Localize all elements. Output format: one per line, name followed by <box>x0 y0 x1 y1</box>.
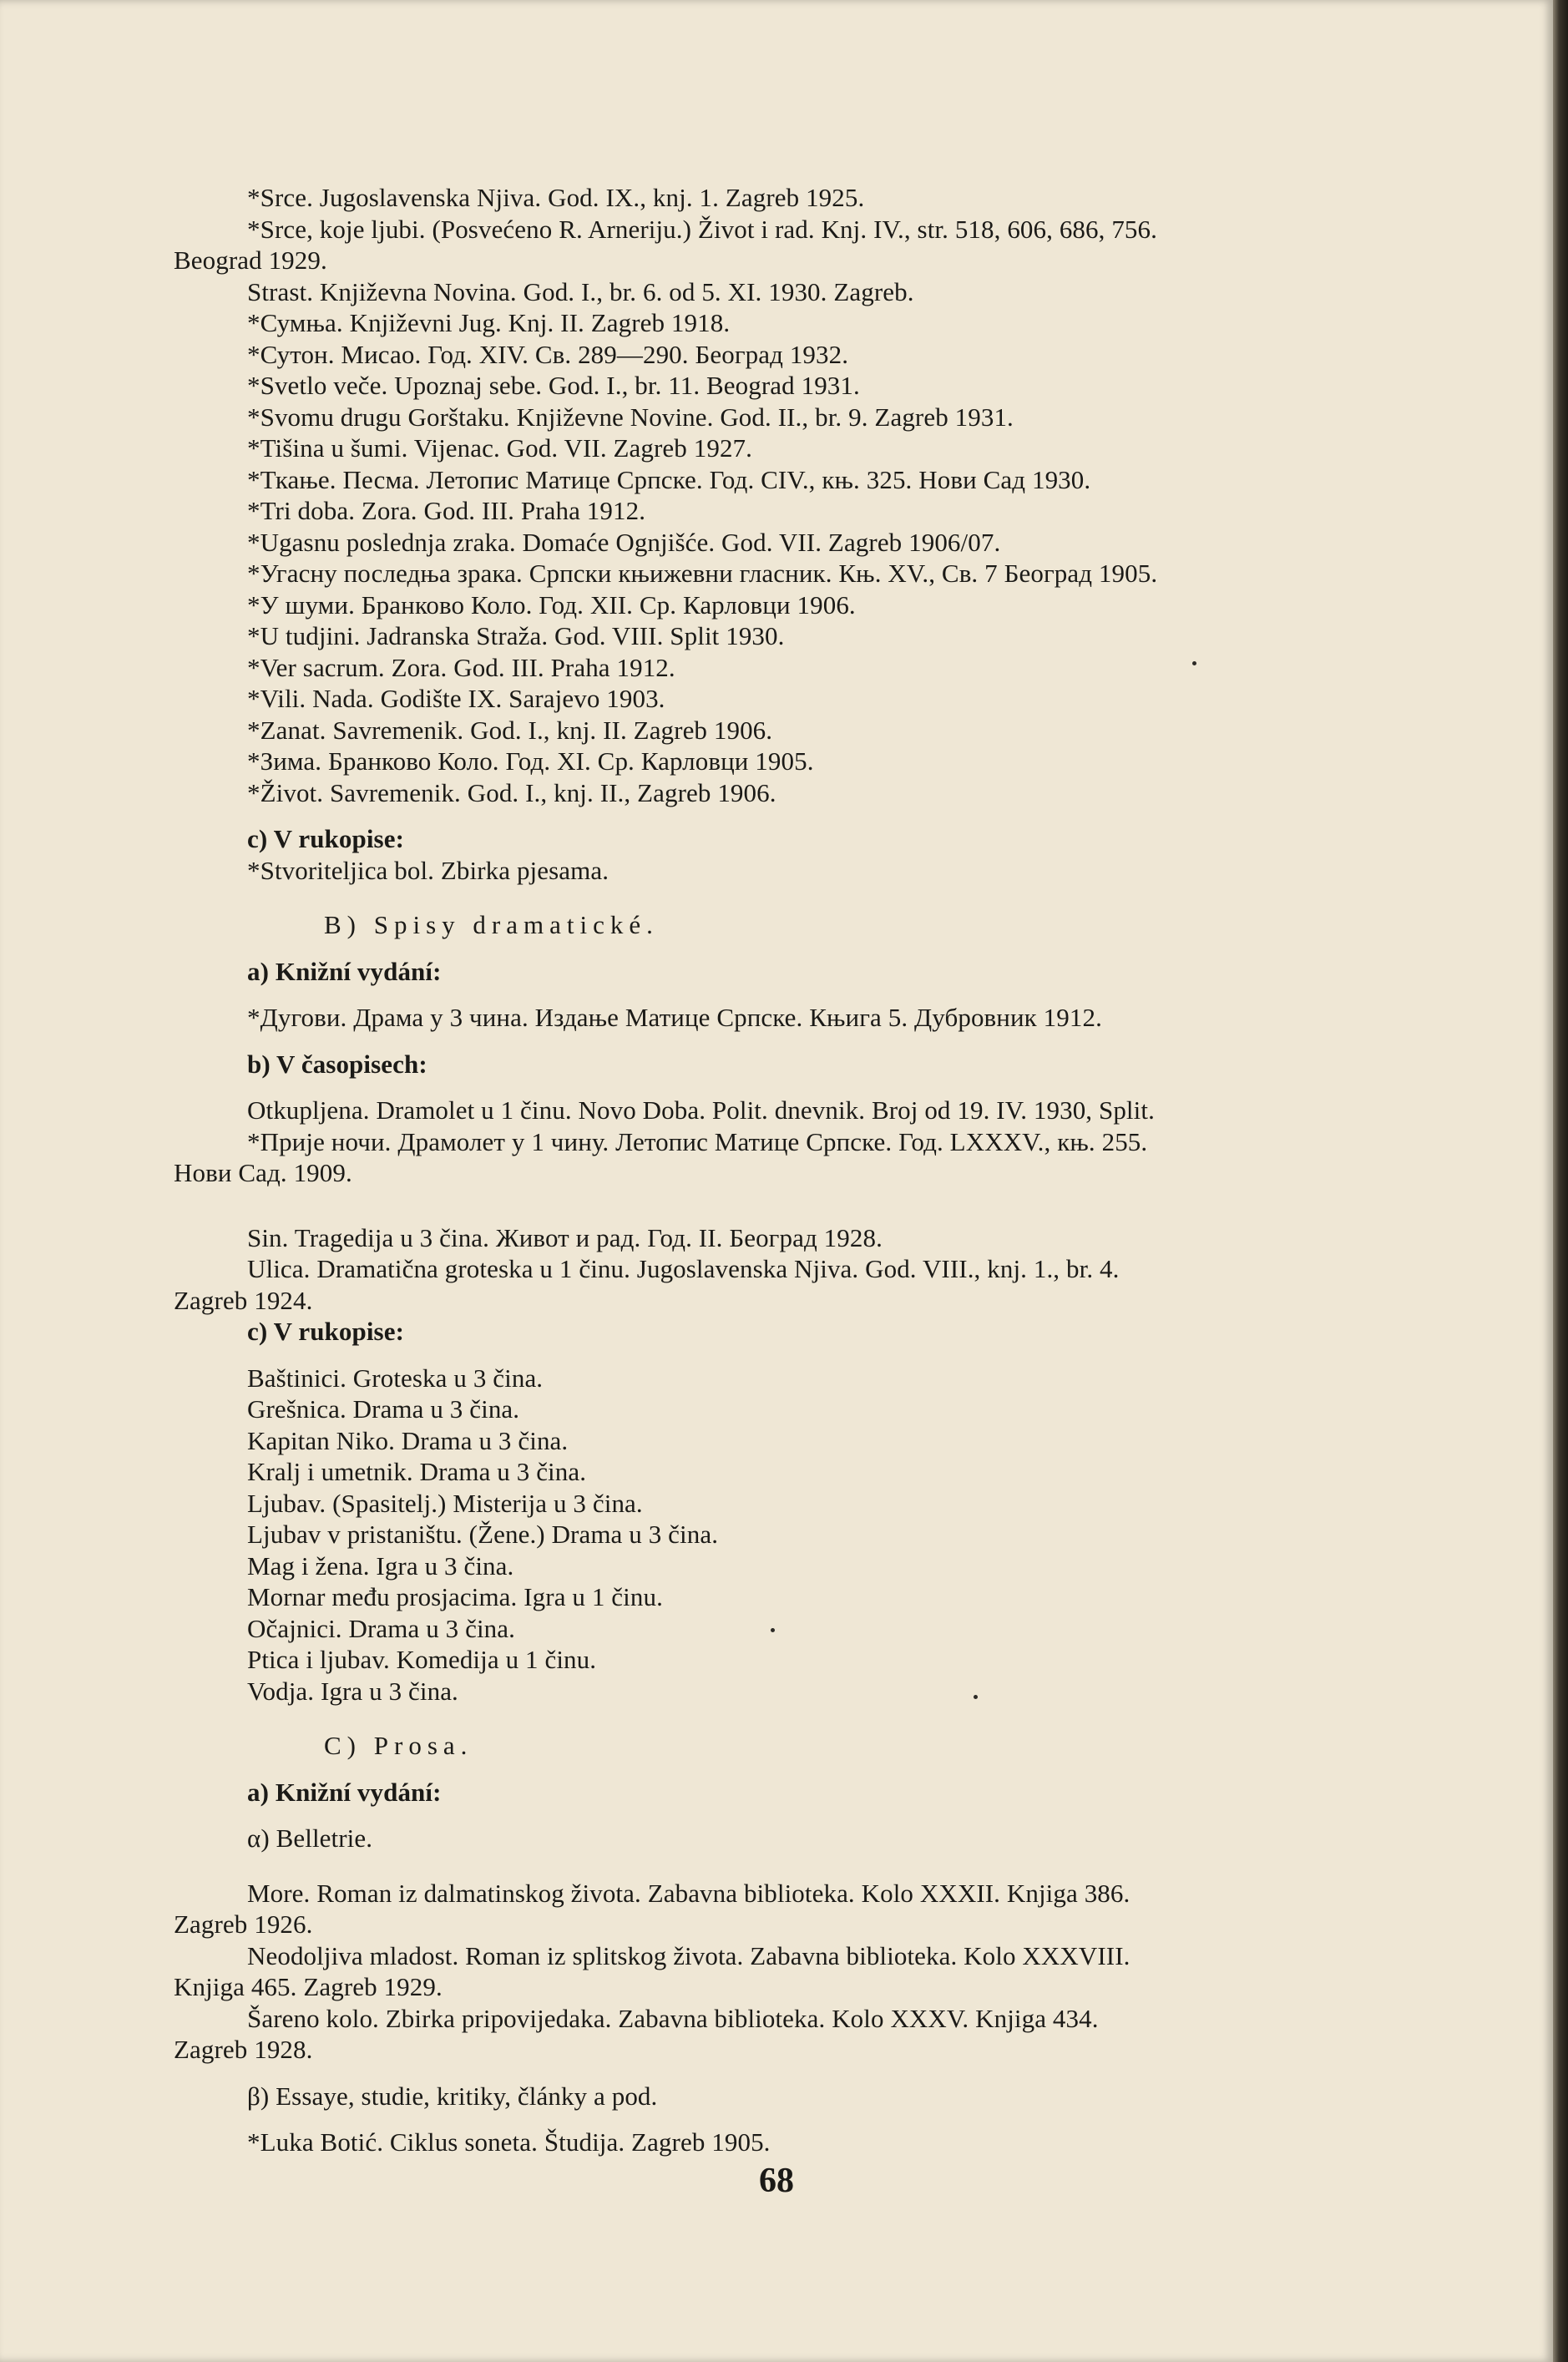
entry-line: *Сутон. Мисао. Год. XIV. Св. 289—290. Београд 1932. <box>247 339 849 369</box>
entry-line: Očajnici. Drama u 3 čina. <box>247 1613 515 1643</box>
entry-line: *Tišina u šumi. Vijenac. God. VII. Zagreb 1927. <box>247 433 752 463</box>
subsection-heading: c) V rukopise: <box>247 824 404 853</box>
entry-line: *Vili. Nada. Godište IX. Sarajevo 1903. <box>247 684 665 713</box>
subsection-heading: β) Essaye, studie, kritiky, články a pod. <box>247 2081 658 2111</box>
entry-continuation: Beograd 1929. <box>174 245 327 275</box>
subsection-heading: b) V časopisech: <box>247 1049 427 1079</box>
entry-line: More. Roman iz dalmatinskog života. Zabavna biblioteka. Kolo XXXII. Knjiga 386. <box>247 1878 1130 1908</box>
entry-line: *Ткање. Песма. Летопис Матице Српске. Год. CIV., књ. 325. Нови Сад 1930. <box>247 464 1091 494</box>
section-heading: C) Prosa. <box>324 1731 473 1760</box>
entry-line: *У шуми. Бранково Коло. Год. XII. Ср. Карловци 1906. <box>247 589 856 620</box>
subsection-heading: a) Knižní vydání: <box>247 1777 442 1807</box>
entry-line: *Угасну последња зрака. Српски књижевни гласник. Књ. XV., Св. 7 Београд 1905. <box>247 559 1158 588</box>
entry-line: Ljubav v pristaništu. (Žene.) Drama u 3 čina. <box>247 1520 719 1549</box>
entry-line: Kapitan Niko. Drama u 3 čina. <box>247 1425 569 1455</box>
entry-line: Strast. Književna Novina. God. I., br. 6. od 5. XI. 1930. Zagreb. <box>247 276 914 306</box>
entry-line: Baštinici. Groteska u 3 čina. <box>247 1363 544 1393</box>
entry-line: *U tudjini. Jadranska Straža. God. VIII. Split 1930. <box>247 621 785 650</box>
entry-line: *Сумња. Književni Jug. Knj. II. Zagreb 1918. <box>247 308 731 337</box>
entry-line: *Srce. Jugoslavenska Njiva. God. IX., knj. 1. Zagreb 1925. <box>247 183 865 212</box>
section-heading: B) Spisy dramatické. <box>324 910 659 939</box>
entry-line: Ljubav. (Spasitelj.) Misterija u 3 čina. <box>247 1488 643 1518</box>
entry-line: *Прије ночи. Драмолет у 1 чину. Летопис Матице Српске. Год. LXXXV., књ. 255. <box>247 1126 1148 1156</box>
print-speck <box>1192 661 1196 665</box>
entry-line: *Svetlo veče. Upoznaj sebe. God. I., br. 11. Beograd 1931. <box>247 371 860 400</box>
entry-line: *Život. Savremenik. God. I., knj. II., Zagreb 1906. <box>247 777 776 807</box>
page-number: 68 <box>759 2162 794 2200</box>
entry-line: *Ver sacrum. Zora. God. III. Praha 1912. <box>247 652 675 682</box>
print-speck <box>771 1628 775 1632</box>
entry-line: *Luka Botić. Ciklus soneta. Študija. Zagreb 1905. <box>247 2127 771 2157</box>
entry-line: Neodoljiva mladost. Roman iz splitskog života. Zabavna biblioteka. Kolo XXXVIII. <box>247 1940 1130 1970</box>
subsection-heading: α) Belletrie. <box>247 1823 373 1853</box>
entry-line: *Stvoriteljica bol. Zbirka pjesama. <box>247 855 609 885</box>
entry-line: *Зима. Бранково Коло. Год. XI. Ср. Карловци 1905. <box>247 746 814 776</box>
entry-line: Šareno kolo. Zbirka pripovijedaka. Zabavna biblioteka. Kolo XXXV. Knjiga 434. <box>247 2003 1099 2033</box>
entry-continuation: Zagreb 1926. <box>174 1909 313 1939</box>
entry-line: Mag i žena. Igra u 3 čina. <box>247 1550 514 1581</box>
page-edge <box>1553 0 1568 2362</box>
entry-line: *Ugasnu poslednja zraka. Domaće Ognjišće. God. VII. Zagreb 1906/07. <box>247 527 1001 557</box>
entry-line: Mornar među prosjacima. Igra u 1 činu. <box>247 1582 663 1611</box>
entry-line: Ptica i ljubav. Komedija u 1 činu. <box>247 1645 597 1674</box>
entry-line: *Srce, koje ljubi. (Posvećeno R. Arneriju.) Život i rad. Knj. IV., str. 518, 606, 686, 756. <box>247 214 1157 244</box>
entry-line: Kralj i umetnik. Drama u 3 čina. <box>247 1457 587 1486</box>
print-speck <box>974 1695 978 1699</box>
entry-line: Otkupljena. Dramolet u 1 činu. Novo Doba. Polit. dnevnik. Broj od 19. IV. 1930, Split. <box>247 1095 1155 1125</box>
entry-line: *Zanat. Savremenik. God. I., knj. II. Zagreb 1906. <box>247 715 773 745</box>
subsection-heading: a) Knižní vydání: <box>247 956 442 986</box>
entry-line: Vodja. Igra u 3 čina. <box>247 1676 458 1706</box>
entry-line: Sin. Tragedija u 3 čina. Живот и рад. Год. II. Београд 1928. <box>247 1222 883 1252</box>
entry-continuation: Zagreb 1928. <box>174 2035 313 2064</box>
entry-line: Ulica. Dramatična groteska u 1 činu. Jugoslavenska Njiva. God. VIII., knj. 1., br. 4. <box>247 1254 1120 1283</box>
entry-line: *Дугови. Драма у 3 чина. Издање Матице Српске. Књига 5. Дубровник 1912. <box>247 1003 1102 1032</box>
entry-line: *Tri doba. Zora. God. III. Praha 1912. <box>247 496 646 525</box>
entry-continuation: Нови Сад. 1909. <box>174 1158 352 1187</box>
entry-continuation: Knjiga 465. Zagreb 1929. <box>174 1972 443 2001</box>
subsection-heading: c) V rukopise: <box>247 1317 404 1346</box>
entry-continuation: Zagreb 1924. <box>174 1285 313 1315</box>
page-body <box>174 182 1443 2158</box>
entry-line: Grešnica. Drama u 3 čina. <box>247 1394 520 1424</box>
entry-line: *Svomu drugu Gorštaku. Književne Novine. God. II., br. 9. Zagreb 1931. <box>247 402 1014 432</box>
